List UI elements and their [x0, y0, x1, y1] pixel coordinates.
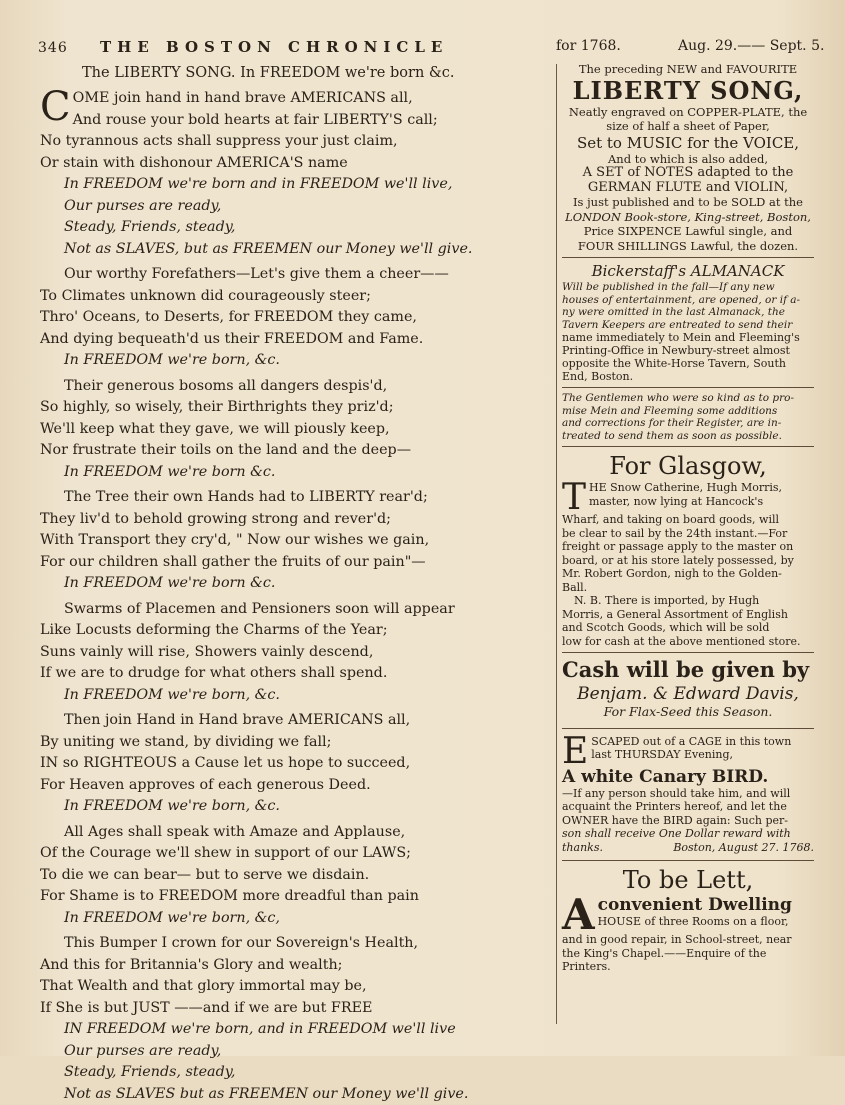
ad-line: End, Boston. — [562, 370, 814, 383]
page-number: 346 — [38, 40, 68, 56]
drop-cap: C — [40, 90, 71, 124]
ad-note: The Gentlemen who were so kind as to pro- — [562, 392, 814, 405]
ad-note: mise Mein and Fleeming some additions — [562, 405, 814, 418]
ad-line: For Flax-Seed this Season. — [562, 705, 814, 720]
song-line: All Ages shall speak with Amaze and Applause, — [40, 822, 545, 844]
ad-note: low for cash at the above mentioned store. — [562, 635, 814, 649]
ad-line: Will be published in the fall—If any new — [562, 281, 814, 294]
liberty-song-column — [40, 62, 545, 1105]
page-header — [38, 38, 818, 60]
song-stanza — [40, 264, 545, 372]
ad-signature: Boston, August 27. 1768. — [673, 841, 814, 855]
song-line: In FREEDOM we're born, &c. — [40, 685, 545, 707]
ad-line: Price SIXPENCE Lawful single, and — [562, 224, 814, 239]
ad-headline: For Glasgow, — [562, 451, 814, 481]
rule — [562, 446, 814, 447]
issue-dates: Aug. 29.—— Sept. 5. — [678, 38, 824, 54]
song-line: Or stain with dishonour AMERICA'S name — [40, 153, 545, 175]
song-stanza — [40, 710, 545, 818]
ad-headline: Cash will be given by — [562, 657, 814, 683]
song-line: In FREEDOM we're born, &c. — [40, 350, 545, 372]
rule — [562, 387, 814, 388]
ad-headline: Bickerstaff's ALMANACK — [562, 262, 814, 281]
song-line: Of the Courage we'll shew in support of our LAWS; — [40, 843, 545, 865]
song-line: Steady, Friends, steady, — [40, 1062, 545, 1084]
ad-line: THE Snow Catherine, Hugh Morris, — [562, 481, 814, 495]
ad-line: Printers. — [562, 960, 814, 974]
ad-line: Aconvenient Dwelling — [562, 895, 814, 915]
ad-line: the King's Chapel.——Enquire of the — [562, 947, 814, 961]
song-line: And dying bequeath'd us their FREEDOM and Fame. — [40, 329, 545, 351]
canary-bird-advertisement — [562, 735, 814, 855]
song-line: With Transport they cry'd, " Now our wishes we gain, — [40, 530, 545, 552]
ad-line: HOUSE of three Rooms on a floor, — [562, 915, 814, 929]
cash-advertisement — [562, 657, 814, 720]
ad-note: and Scotch Goods, which will be sold — [562, 621, 814, 635]
ad-line: Is just published and to be SOLD at the — [562, 195, 814, 210]
song-stanza — [40, 599, 545, 707]
ad-line: A SET of NOTES adapted to the — [562, 166, 814, 181]
song-line: IN so RIGHTEOUS a Cause let us hope to succeed, — [40, 753, 545, 775]
rule — [562, 728, 814, 729]
song-line: No tyrannous acts shall suppress your just claim, — [40, 131, 545, 153]
ad-line: Set to MUSIC for the VOICE, — [562, 134, 814, 152]
ad-names: Benjam. & Edward Davis, — [562, 683, 814, 705]
song-line: They liv'd to behold growing strong and rever'd; — [40, 509, 545, 531]
song-line: This Bumper I crown for our Sovereign's Health, — [40, 933, 545, 955]
ad-line: name immediately to Mein and Fleeming's — [562, 331, 814, 344]
ad-headline: LIBERTY SONG, — [562, 77, 814, 105]
ad-line: houses of entertainment, are opened, or if a- — [562, 294, 814, 307]
ad-line: ny were omitted in the last Almanack, the — [562, 306, 814, 319]
to-let-advertisement — [562, 865, 814, 974]
advertisements-column — [562, 62, 814, 974]
song-line: For Shame is to FREEDOM more dreadful than pain — [40, 886, 545, 908]
song-line: Like Locusts deforming the Charms of the Year; — [40, 620, 545, 642]
song-line: Swarms of Placemen and Pensioners soon will appear — [40, 599, 545, 621]
glasgow-advertisement — [562, 451, 814, 648]
ad-line: FOUR SHILLINGS Lawful, the dozen. — [562, 239, 814, 254]
song-line: Not as SLAVES, but as FREEMEN our Money we'll give. — [40, 239, 545, 261]
song-line: And rouse your bold hearts at fair LIBERTY'S call; — [40, 110, 545, 132]
ad-line: Wharf, and taking on board goods, will — [562, 513, 814, 527]
song-line: Nor frustrate their toils on the land and the deep— — [40, 440, 545, 462]
song-line: Steady, Friends, steady, — [40, 217, 545, 239]
song-line: For Heaven approves of each generous Deed. — [40, 775, 545, 797]
song-line: For our children shall gather the fruits of our pain"— — [40, 552, 545, 574]
song-stanza — [40, 822, 545, 930]
song-line: In FREEDOM we're born, &c. — [40, 796, 545, 818]
ad-line: ESCAPED out of a CAGE in this town — [562, 735, 814, 749]
song-line: By uniting we stand, by dividing we fall; — [40, 732, 545, 754]
almanack-advertisement — [562, 262, 814, 442]
ad-line: son shall receive One Dollar reward with — [562, 827, 814, 841]
ad-line: —If any person should take him, and will — [562, 787, 814, 801]
song-line: Suns vainly will rise, Showers vainly descend, — [40, 642, 545, 664]
drop-cap: E — [562, 737, 588, 767]
song-title: The LIBERTY SONG. In FREEDOM we're born &c. — [40, 62, 545, 84]
ad-line: be clear to sail by the 24th instant.—For — [562, 527, 814, 541]
ad-line: board, or at his store lately possessed, by — [562, 554, 814, 568]
rule — [562, 860, 814, 861]
song-line: That Wealth and that glory immortal may be, — [40, 976, 545, 998]
song-stanza — [40, 376, 545, 484]
ad-note: treated to send them as soon as possible. — [562, 430, 814, 443]
ad-line: size of half a sheet of Paper, — [562, 119, 814, 134]
ad-line: master, now lying at Hancock's — [562, 495, 814, 509]
song-line: To die we can bear— but to serve we disdain. — [40, 865, 545, 887]
ad-line: And to which is also added, — [562, 152, 814, 167]
song-line: In FREEDOM we're born and in FREEDOM we'll live, — [40, 174, 545, 196]
ad-note: Morris, a General Assortment of English — [562, 608, 814, 622]
song-line: To Climates unknown did courageously steer; — [40, 286, 545, 308]
ad-line: and in good repair, in School-street, near — [562, 933, 814, 947]
song-stanza — [40, 88, 545, 260]
liberty-song-advertisement — [562, 62, 814, 253]
song-line: If we are to drudge for what others shall spend. — [40, 663, 545, 685]
ad-line: last THURSDAY Evening, — [562, 748, 814, 762]
song-stanza — [40, 933, 545, 1105]
song-line: In FREEDOM we're born &c. — [40, 462, 545, 484]
ad-line: Tavern Keepers are entreated to send their — [562, 319, 814, 332]
song-line: Their generous bosoms all dangers despis'd, — [40, 376, 545, 398]
song-line: Thro' Oceans, to Deserts, for FREEDOM they came, — [40, 307, 545, 329]
song-line: In FREEDOM we're born, &c, — [40, 908, 545, 930]
ad-note: N. B. There is imported, by Hugh — [562, 594, 814, 608]
drop-cap: A — [562, 897, 595, 933]
ad-line: Neatly engraved on COPPER-PLATE, the — [562, 105, 814, 120]
ad-line: opposite the White-Horse Tavern, South — [562, 357, 814, 370]
song-line: COME join hand in hand brave AMERICANS all, — [40, 88, 545, 110]
rule — [562, 257, 814, 258]
song-stanzas — [40, 88, 545, 1105]
rule — [562, 652, 814, 653]
song-line: And this for Britannia's Glory and wealth; — [40, 955, 545, 977]
song-line: Our purses are ready, — [40, 1041, 545, 1063]
ad-line: freight or passage apply to the master on — [562, 540, 814, 554]
ad-headline: A white Canary BIRD. — [562, 767, 814, 787]
song-line: Then join Hand in Hand brave AMERICANS all, — [40, 710, 545, 732]
ad-intro: The preceding NEW and FAVOURITE — [562, 62, 814, 77]
ad-note: and corrections for their Register, are in- — [562, 417, 814, 430]
song-line: So highly, so wisely, their Birthrights they priz'd; — [40, 397, 545, 419]
song-line: Not as SLAVES but as FREEMEN our Money we'll give. — [40, 1084, 545, 1105]
song-line: Our purses are ready, — [40, 196, 545, 218]
song-stanza — [40, 487, 545, 595]
ad-line: OWNER have the BIRD again: Such per- — [562, 814, 814, 828]
ad-line: Ball. — [562, 581, 814, 595]
drop-cap: T — [562, 483, 586, 513]
song-line: Our worthy Forefathers—Let's give them a cheer—— — [40, 264, 545, 286]
ad-line: LONDON Book-store, King-street, Boston, — [562, 210, 814, 225]
issue-year: for 1768. — [556, 38, 621, 54]
column-divider — [556, 64, 557, 1024]
ad-headline: To be Lett, — [562, 865, 814, 895]
ad-line: Printing-Office in Newbury-street almost — [562, 344, 814, 357]
newspaper-title: THE BOSTON CHRONICLE — [100, 38, 448, 56]
ad-line: Mr. Robert Gordon, nigh to the Golden- — [562, 567, 814, 581]
song-line: The Tree their own Hands had to LIBERTY rear'd; — [40, 487, 545, 509]
song-line: If She is but JUST ——and if we are but FREE — [40, 998, 545, 1020]
song-line: IN FREEDOM we're born, and in FREEDOM we'll live — [40, 1019, 545, 1041]
ad-line: acquaint the Printers hereof, and let the — [562, 800, 814, 814]
ad-line: GERMAN FLUTE and VIOLIN, — [562, 181, 814, 196]
song-line: In FREEDOM we're born &c. — [40, 573, 545, 595]
song-line: We'll keep what they gave, we will piously keep, — [40, 419, 545, 441]
ad-line: thanks. Boston, August 27. 1768. — [562, 841, 814, 855]
